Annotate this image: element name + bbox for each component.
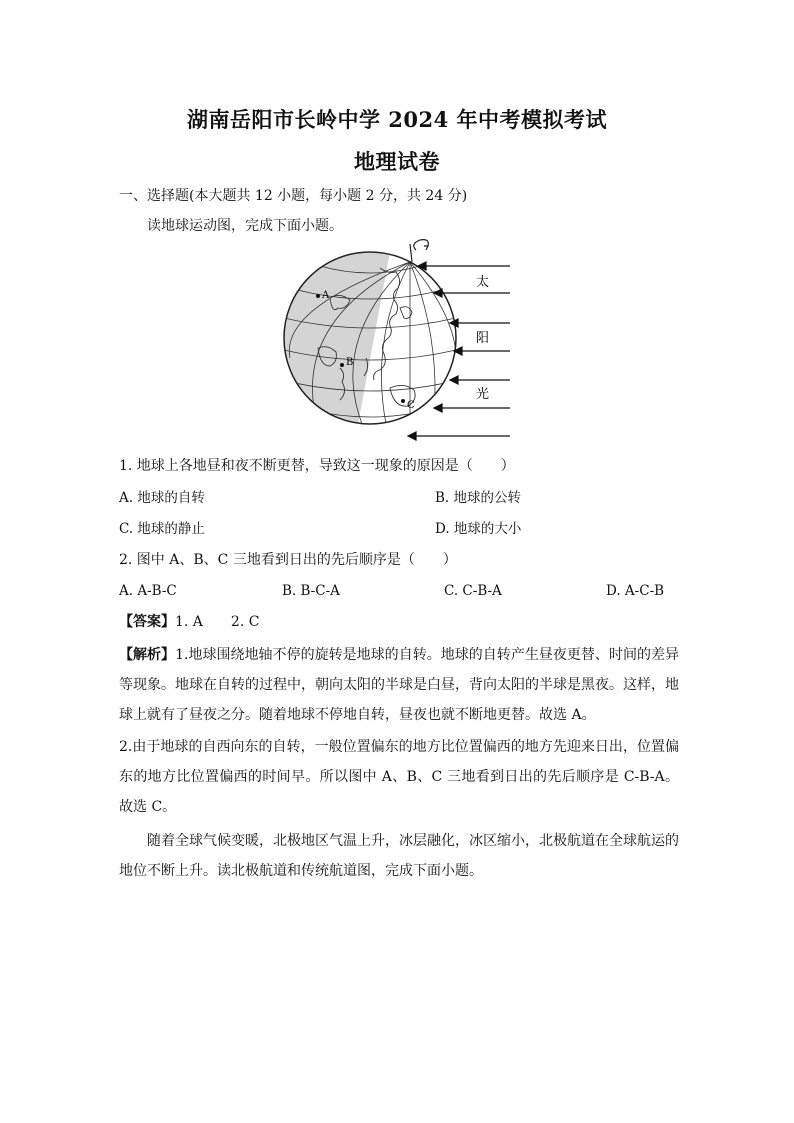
rotation-arrow-icon [410,240,428,262]
night-hemisphere [270,238,530,444]
question-2-option-d: D. A-C-B [606,583,665,599]
analysis-paragraph-1 [119,640,679,730]
question-1-option-a: A. 地球的自转 [119,490,205,506]
next-reading-intro: 随着全球气候变暖，北极地区气温上升，冰层融化，冰区缩小，北极航道在全球航运的地位不断上升。读北极航道和传统航道图，完成下面小题。 [119,833,679,879]
point-a-label: A [322,290,330,301]
question-2-option-a: A. A-B-C [119,583,177,599]
question-1-option-d: D. 地球的大小 [435,521,522,537]
answer-label: 【答案】 [119,614,175,630]
answer-row [119,612,259,632]
earth-rotation-figure [270,238,530,444]
question-1-stem: 1. 地球上各地昼和夜不断更替，导致这一现象的原因是（ ） [119,458,515,474]
question-2-option-c: C. C-B-A [444,583,502,599]
sunlight-label-3: 光 [476,387,490,402]
reading-intro: 读地球运动图，完成下面小题。 [147,218,343,234]
question-1-option-c: C. 地球的静止 [119,521,205,537]
point-b-label: B [346,357,354,368]
point-c-marker [401,399,405,403]
point-b-marker [340,363,344,367]
question-1-option-b: B. 地球的公转 [435,490,522,506]
exam-title: 湖南岳阳市长岭中学 2024 年中考模拟考试 [186,107,608,132]
sunlight-label-2: 阳 [476,331,490,346]
sunlight-label-1: 太 [476,275,490,290]
section-heading: 一、选择题(本大题共 12 小题，每小题 2 分，共 24 分) [119,188,468,204]
point-c-label: C [407,400,415,411]
question-2-stem: 2. 图中 A、B、C 三地看到日出的先后顺序是（ ） [119,552,457,568]
exam-subtitle: 地理试卷 [354,149,440,174]
analysis-label: 【解析】 [119,647,176,663]
question-2-option-b: B. B-C-A [282,583,340,599]
point-a-marker [316,294,320,298]
answer-text: 1. A 2. C [175,614,260,630]
analysis-text-1: 1.地球围绕地轴不停的旋转是地球的自转。地球的自转产生昼夜更替、时间的差异等现象。地球在自转的过程中，朝向太阳的半球是白昼，背向太阳的半球是黑夜。这样，地球上就有了昼夜之分。随着地球不停地自转，昼夜也就不断地更替。故选 A。 [119,647,680,723]
analysis-paragraph-2: 2.由于地球的自西向东的自转，一般位置偏东的地方比位置偏西的地方先迎来日出，位置偏东的地方比位置偏西的时间早。所以图中 A、B、C 三地看到日出的先后顺序是 C-B-A。故选 C。 [119,739,679,815]
